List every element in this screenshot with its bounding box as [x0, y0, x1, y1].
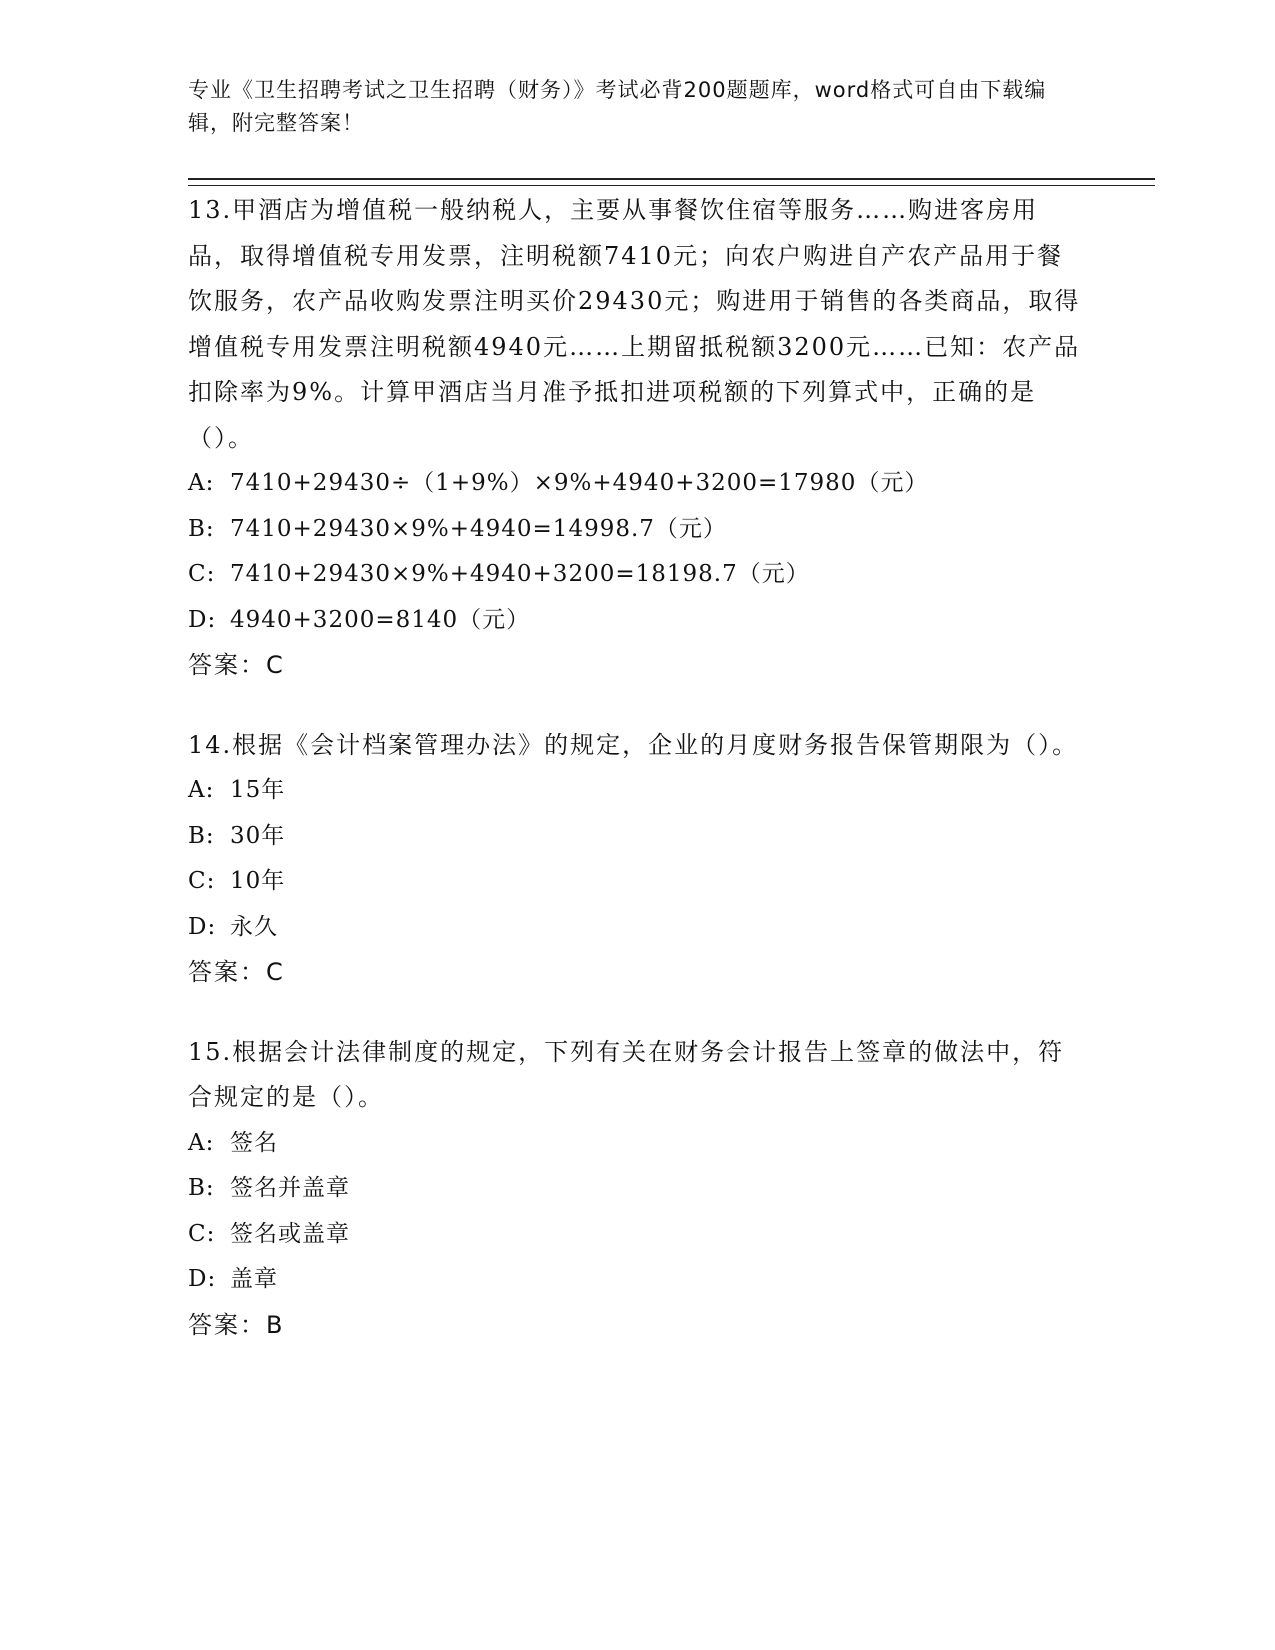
option-b — [188, 1166, 1088, 1212]
option-d — [188, 598, 1088, 644]
question-14 — [188, 723, 1088, 996]
option-letter: C: — [188, 1220, 216, 1247]
option-letter: D: — [188, 1266, 217, 1292]
option-b — [188, 814, 1088, 860]
question-15 — [188, 1030, 1088, 1349]
option-letter: C: — [188, 561, 216, 587]
option-a — [188, 1121, 1088, 1167]
option-text: 盖章 — [230, 1266, 278, 1292]
option-c — [188, 859, 1088, 905]
option-text: 签名或盖章 — [230, 1220, 350, 1247]
option-letter: D: — [188, 606, 217, 633]
header-text: 专业《卫生招聘考试之卫生招聘（财务）》考试必背200题题库，word格式可自由下载编辑，附完整答案！ — [188, 78, 1047, 135]
answer-label: 答案：C — [188, 651, 285, 679]
question-stem: 13.甲酒店为增值税一般纳税人，主要从事餐饮住宿等服务……购进客房用品，取得增值税专用发票，注明税额7410元；向农户购进自产农产品用于餐饮服务，农产品收购发票注明买价29430元；购进用于销售的各类商品，取得增值税专用发票注明税额4940元……上期留抵税额3200元……已知：农产品扣除率为9%。计算甲酒店当月准予抵扣进项税额的下列算式中，正确的是（）。 — [188, 196, 1081, 452]
answer-label: 答案：B — [188, 1310, 285, 1339]
option-text: 7410+29430÷（1+9%）×9%+4940+3200=17980（元） — [230, 470, 929, 496]
question-13 — [188, 188, 1088, 689]
option-letter: C: — [188, 868, 216, 894]
answer-label: 答案：C — [188, 958, 285, 986]
option-text: 7410+29430×9%+4940+3200=18198.7（元） — [230, 561, 810, 587]
option-d — [188, 1257, 1088, 1303]
option-text: 永久 — [230, 913, 278, 940]
question-stem: 14.根据《会计档案管理办法》的规定，企业的月度财务报告保管期限为（）。 — [188, 730, 1079, 759]
question-stem: 15.根据会计法律制度的规定，下列有关在财务会计报告上签章的做法中，符合规定的是（）。 — [188, 1037, 1065, 1111]
question-list — [188, 188, 1088, 1382]
option-c — [188, 552, 1088, 598]
option-d — [188, 905, 1088, 951]
option-letter: B: — [188, 822, 215, 849]
option-a — [188, 768, 1088, 814]
option-letter: A: — [188, 777, 215, 803]
option-text: 4940+3200=8140（元） — [230, 606, 531, 633]
option-c — [188, 1212, 1088, 1258]
option-text: 签名并盖章 — [230, 1175, 350, 1201]
option-text: 30年 — [230, 822, 286, 849]
option-letter: B: — [188, 515, 215, 542]
option-letter: A: — [188, 1129, 215, 1156]
option-b — [188, 507, 1088, 553]
option-text: 10年 — [230, 868, 286, 894]
option-letter: A: — [188, 470, 215, 496]
option-letter: D: — [188, 913, 217, 940]
header-divider — [188, 178, 1155, 186]
option-a — [188, 461, 1088, 507]
option-text: 15年 — [230, 777, 286, 803]
option-letter: B: — [188, 1175, 215, 1201]
option-text: 7410+29430×9%+4940=14998.7（元） — [230, 515, 727, 542]
page-header — [188, 74, 1088, 140]
option-text: 签名 — [230, 1129, 278, 1156]
